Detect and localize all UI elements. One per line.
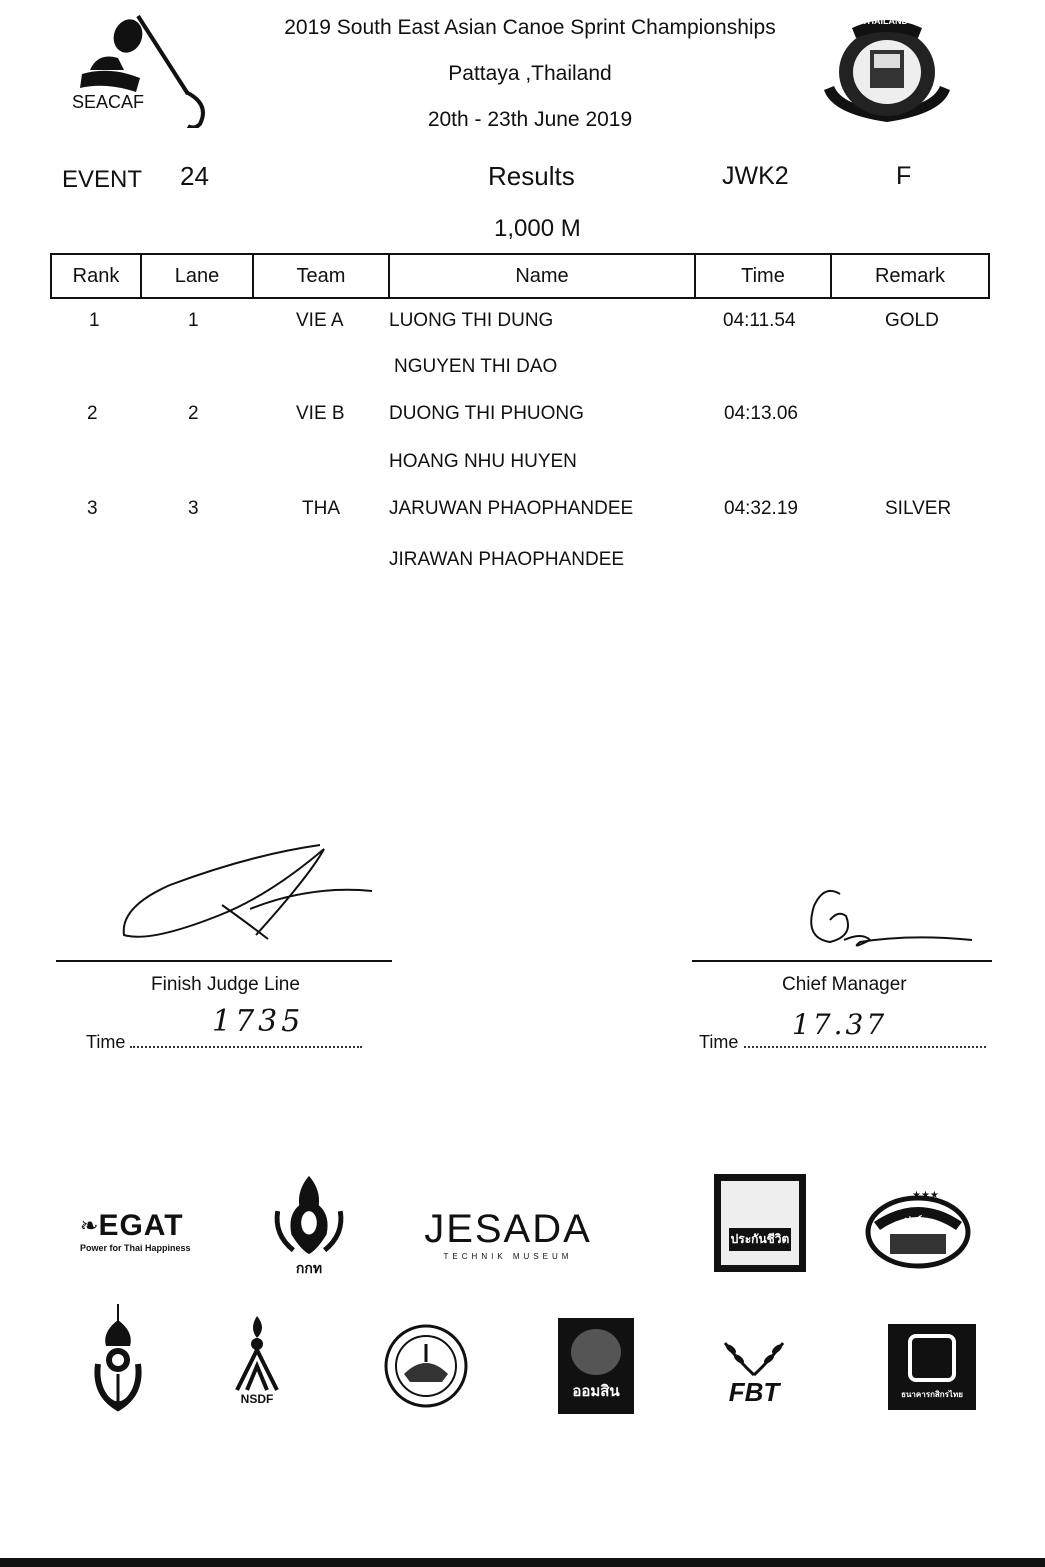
ktt-text: กกท <box>295 1260 323 1276</box>
athlete-name: HOANG NHU HUYEN <box>389 451 577 472</box>
finish-judge-time-dots <box>130 1046 362 1048</box>
time-cell: 04:11.54 <box>723 310 796 331</box>
athlete-name: JARUWAN PHAOPHANDEE <box>389 498 634 519</box>
seacaf-logo-text: SEACAF <box>72 92 145 112</box>
race-distance: 1,000 M <box>494 215 581 242</box>
event-label: EVENT <box>62 166 143 193</box>
fbt-text: FBT <box>728 1376 780 1407</box>
chief-manager-time-label: Time <box>699 1032 739 1052</box>
farm-logo <box>864 1186 972 1274</box>
race-stage: F <box>896 162 912 190</box>
navy-crest-icon <box>86 1302 150 1414</box>
ktt-logo <box>264 1172 354 1280</box>
chief-manager-role: Chief Manager <box>782 974 907 995</box>
kbank-text: ธนาคารกสิกรไทย <box>901 1389 963 1399</box>
aomsin-text: ออมสิน <box>572 1383 620 1400</box>
event-dates: 20th - 23th June 2019 <box>427 108 633 131</box>
chief-manager-signature <box>800 882 980 954</box>
nsdf-logo <box>218 1306 296 1414</box>
athlete-name: JIRAWAN PHAOPHANDEE <box>389 549 625 570</box>
rank-cell: 3 <box>87 498 98 519</box>
kbank-logo <box>888 1324 976 1410</box>
lane-cell: 2 <box>188 403 199 424</box>
team-cell: VIE B <box>296 403 345 424</box>
col-name: Name <box>389 254 695 298</box>
thailand-seal <box>812 10 962 130</box>
col-remark: Remark <box>831 254 989 298</box>
aomsin-emblem-icon <box>571 1329 621 1375</box>
aomsin-logo <box>558 1318 634 1414</box>
col-lane: Lane <box>141 254 253 298</box>
results-heading: Results <box>488 161 575 191</box>
finish-judge-signature <box>110 835 380 945</box>
athlete-name: NGUYEN THI DAO <box>394 356 558 377</box>
chief-manager-time-value: 17.37 <box>792 1008 888 1041</box>
egat-tagline: Power for Thai Happiness <box>80 1243 191 1253</box>
torch-icon <box>227 1314 287 1392</box>
chief-manager-sign-line <box>692 960 992 962</box>
seal-icon <box>812 10 962 130</box>
results-table <box>50 253 990 299</box>
lane-cell: 1 <box>188 310 199 331</box>
egat-logo <box>80 1202 200 1260</box>
insurance-text: ประกันชีวิต <box>729 1228 792 1251</box>
team-cell: THA <box>302 498 340 519</box>
kbank-emblem-icon <box>908 1334 956 1382</box>
insurance-logo <box>714 1174 806 1272</box>
event-location: Pattaya ,Thailand <box>448 62 612 85</box>
svg-text:★★★: ★★★ <box>912 1190 939 1201</box>
navy-emblem <box>86 1302 150 1414</box>
page-bottom-edge <box>0 1558 1045 1567</box>
garuda-emblem-icon <box>269 1172 349 1258</box>
championship-title: 2019 South East Asian Canoe Sprint Championships <box>284 16 776 39</box>
finish-judge-time-value: 1735 <box>212 1004 305 1039</box>
jesada-subtitle: TECHNIK MUSEUM <box>443 1252 573 1261</box>
table-header-row <box>51 254 989 298</box>
remark-cell: GOLD <box>885 310 939 331</box>
finish-judge-time-label: Time <box>86 1032 126 1052</box>
jesada-logo <box>424 1204 592 1264</box>
farm-emblem-icon <box>864 1186 972 1274</box>
round-seal-icon <box>382 1322 470 1410</box>
athlete-name: LUONG THI DUNG <box>389 310 554 331</box>
athlete-name: DUONG THI PHUONG <box>389 403 584 424</box>
finish-judge-role: Finish Judge Line <box>151 974 300 995</box>
lane-cell: 3 <box>188 498 199 519</box>
finish-judge-sign-line <box>56 960 392 962</box>
event-number: 24 <box>180 161 209 191</box>
col-rank: Rank <box>51 254 141 298</box>
rank-cell: 2 <box>87 403 98 424</box>
time-cell: 04:32.19 <box>724 498 798 519</box>
egat-name: EGAT <box>98 1209 184 1242</box>
fbt-logo <box>712 1334 796 1410</box>
egat-emblem-icon: ❧ <box>80 1213 99 1238</box>
team-cell: VIE A <box>296 310 344 331</box>
seal-banner-text: THAILAND <box>862 16 908 26</box>
remark-cell: SILVER <box>885 498 952 519</box>
university-seal <box>382 1322 470 1410</box>
nsdf-text: NSDF <box>240 1392 274 1406</box>
boat-class: JWK2 <box>722 162 789 190</box>
laurel-icon <box>719 1337 789 1377</box>
jesada-name: JESADA <box>424 1207 592 1251</box>
time-cell: 04:13.06 <box>724 403 798 424</box>
col-time: Time <box>695 254 831 298</box>
farm-text: ฟาร์ม <box>904 1216 929 1227</box>
col-team: Team <box>253 254 389 298</box>
chief-manager-time-dots <box>744 1046 986 1048</box>
rank-cell: 1 <box>89 310 100 331</box>
